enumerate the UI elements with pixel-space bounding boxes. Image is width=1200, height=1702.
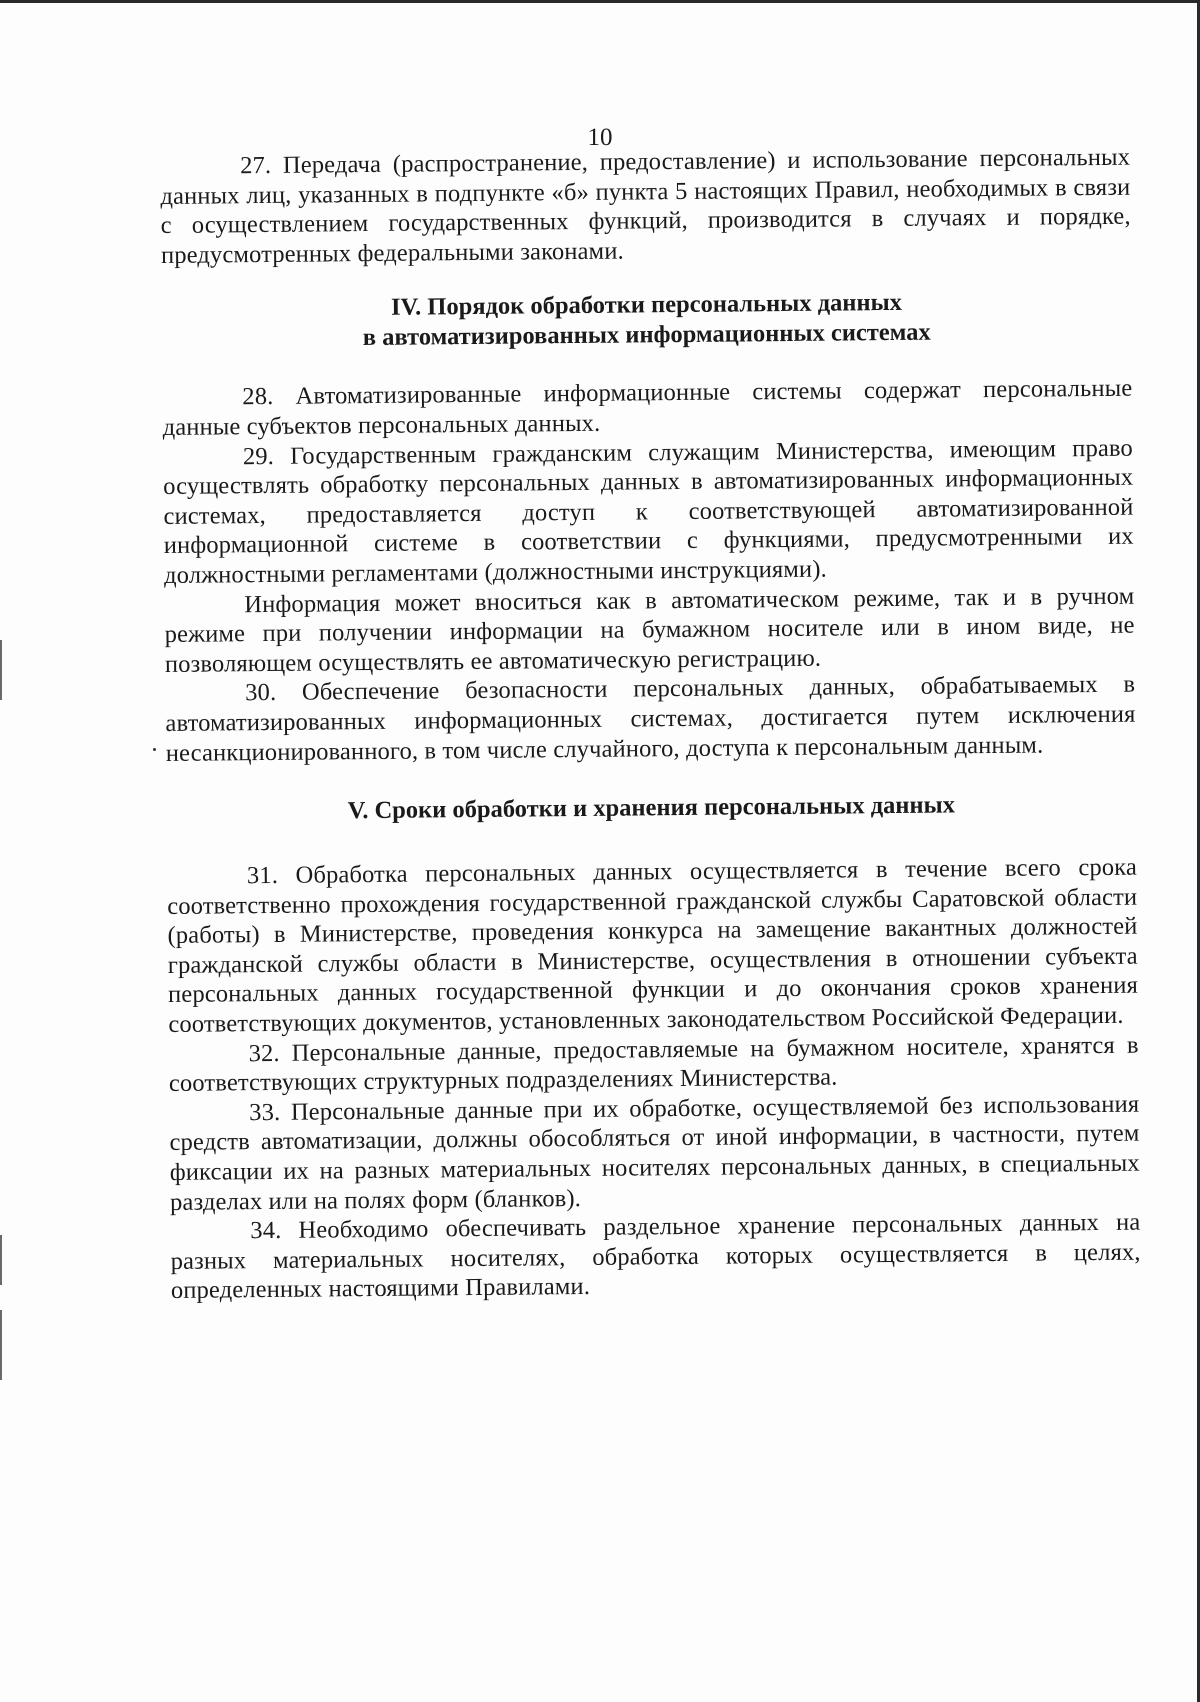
paragraph-information: Информация может вноситься как в автоматическом режиме, так и в ручном режиме при получении информации на бумажном носителе или в ином виде, не позволяющем осуществлять ее автоматическую регистрацию. <box>164 582 1135 678</box>
scan-speck <box>153 748 156 751</box>
section-heading-line: в автоматизированных информационных системах <box>362 318 931 352</box>
paragraph-28: 28. Автоматизированные информационные системы содержат персональные данные субъектов персональных данных. <box>162 375 1133 441</box>
section-heading-line: V. Сроки обработки и хранения персональных данных <box>347 791 956 825</box>
paragraph-32: 32. Персональные данные, предоставляемые на бумажном носителе, хранятся в соответствующих структурных подразделениях Министерства. <box>168 1031 1139 1098</box>
paragraph-33: 33. Персональные данные при их обработке, осуществляемой без использования средств автоматизации, должны обособляться от иной информации, в частности, путем фиксации их на разных материальных носителях персональных данных, в специальных разделах или на полях форм (бланков). <box>169 1090 1140 1216</box>
paragraph-31: 31. Обработка персональных данных осуществляется в течение всего срока соответственно прохождения государственной гражданской службы Саратовской области (работы) в Министерстве, проведения конкурса на замещение вакантных должностей гражданской службы области в Министерстве, осуществления в отношении субъекта персональных данных государственной функции и до окончания сроков хранения соответствующих документов, установленных законодательством Российской Федерации. <box>167 853 1139 1039</box>
scan-edge-top <box>0 0 1200 3</box>
section-heading-line: IV. Порядок обработки персональных данных <box>390 289 903 322</box>
paragraph-34: 34. Необходимо обеспечивать раздельное хранение персональных данных на разных материальных носителях, обработка которых осуществляется в целях, определенных настоящими Правилами. <box>170 1208 1141 1305</box>
scan-edge-left <box>0 1310 2 1380</box>
document-body <box>160 143 1141 1306</box>
section-heading-iv <box>161 286 1132 355</box>
page-number: 10 <box>587 124 613 151</box>
paragraph-30: 30. Обеспечение безопасности персональных данных, обрабатываемых в автоматизированных информационных системах, достигается путем исключения несанкционированного, в том числе случайного, доступа к персональным данным. <box>165 670 1136 767</box>
paragraph-27: 27. Передача (распространение, предоставление) и использование персональных данных лиц, указанных в подпункте «б» пункта 5 настоящих Правил, необходимых в связи с осуществлением государственных функций, производится в случаях и порядке, предусмотренных федеральными законами. <box>160 143 1131 269</box>
scan-edge-left <box>0 640 2 700</box>
scan-edge-left <box>0 1235 2 1285</box>
paragraph-29: 29. Государственным гражданским служащим Министерства, имеющим право осуществлять обработку персональных данных в автоматизированных информационных системах, предоставляется доступ к соответствующей автоматизированной информационной системе в соответствии с функциями, предусмотренными их должностными регламентами (должностными инструкциями). <box>163 434 1134 589</box>
